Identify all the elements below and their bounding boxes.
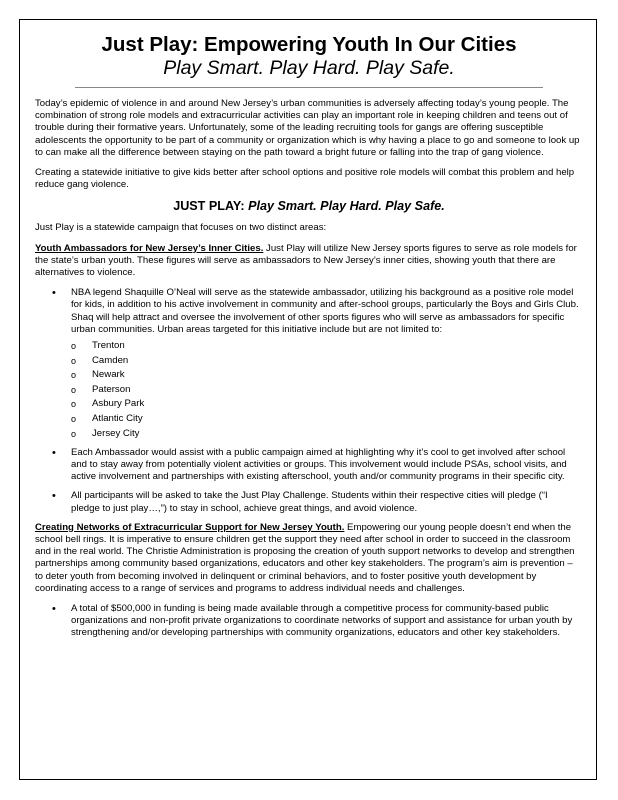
list-item: [71, 603, 583, 640]
city-item: o Jersey City: [92, 428, 579, 440]
campaign-heading-tagline: Play Smart. Play Hard. Play Safe.: [248, 199, 445, 214]
list-item: [71, 447, 583, 484]
city-item: o Atlantic City: [92, 413, 579, 425]
ambassador-bullet-2: Each Ambassador would assist with a public campaign aimed at highlighting why it’s cool to get involved after school and to stay away from potentially violent activities or groups. This involvement would include PSAs, school visits, and active involvement and partnerships with existing afterschool, youth and/or community programs in their specific city.: [71, 446, 567, 483]
ambassadors-section: [35, 243, 583, 280]
city-list: [71, 340, 579, 440]
campaign-heading: [35, 199, 583, 214]
campaign-overview: Just Play is a statewide campaign that focuses on two distinct areas:: [35, 222, 327, 234]
ambassadors-bullet-list: [35, 287, 583, 515]
ambassadors-body: Just Play will utilize New Jersey sports figures to serve as role models for the state’s urban youth. These figures will serve as ambassadors to New Jersey’s inner cities, showing youth that there are alternatives to violence.: [35, 242, 577, 279]
city-item: o Paterson: [92, 384, 579, 396]
networks-body: Empowering our young people doesn’t end when the school bell rings. It is imperative to ensure children get the support they need after school in order to succeed in the classroom and in the real world. The Christie Administration is proposing the creation of youth support networks to develop and strengthen partnerships among community based organizations, educators and other key stakeholders. The program’s aim is prevention – to deter youth from becoming involved in delinquent or criminal behaviors, and to foster positive youth development by coordinating access to a range of services and programs to address individual needs and challenges.: [35, 521, 575, 594]
ambassador-bullet-1: NBA legend Shaquille O’Neal will serve as the statewide ambassador, utilizing his background as a positive role model for kids, in addition to his active involvement in community and after-school groups, particularly the Boys and Girls Club. Shaq will help attract and oversee the involvement of other sports figures who will serve as ambassadors for specific urban communities. Urban areas targeted for this initiative include but are not limited to:: [71, 287, 579, 335]
networks-section: [35, 522, 583, 595]
city-item: o Trenton: [92, 340, 579, 352]
document-subtitle: Play Smart. Play Hard. Play Safe.: [163, 57, 455, 79]
networks-bullet-list: [35, 603, 583, 640]
list-item: [71, 490, 583, 514]
title-divider: [75, 87, 543, 88]
networks-bullet-1: A total of $500,000 in funding is being made available through a competitive process for community-based public organizations and non-profit private organizations to coordinate networks of support and assistance for urban youth by strengthening and/or developing partnerships with community organizations, educators and other key stakeholders.: [71, 603, 573, 639]
city-item: o Asbury Park: [92, 398, 579, 410]
city-item: o Newark: [92, 369, 579, 381]
ambassadors-heading: Youth Ambassadors for New Jersey’s Inner Cities.: [35, 242, 264, 254]
document-title: Just Play: Empowering Youth In Our Cities: [101, 33, 517, 56]
document-page: [35, 33, 583, 647]
ambassador-bullet-3: All participants will be asked to take the Just Play Challenge. Students within their respective cities will pledge (“I pledge to just play…,”) to stay in school, achieve great things, and avoid violence.: [71, 490, 548, 514]
networks-heading: Creating Networks of Extracurricular Support for New Jersey Youth.: [35, 521, 345, 533]
city-item: o Camden: [92, 355, 579, 367]
list-item: [71, 287, 583, 440]
intro-paragraph-1: Today’s epidemic of violence in and around New Jersey’s urban communities is adversely affecting today’s young people. The combination of strong role models and extracurricular activities can play an important role in keeping children and teens out of trouble during their formative years. Unfortunately, some of the leading recruiting tools for gangs are offering susceptible adolescents the opportunity to be part of a community or organization which is why having a place to go and someone to look up to can make all the difference between staying on the path toward a bright future or falling into the trap of gang violence.: [35, 98, 580, 158]
campaign-heading-lead: JUST PLAY:: [173, 199, 245, 214]
intro-paragraph-2: Creating a statewide initiative to give kids better after school options and positive role models will combat this problem and help reduce gang violence.: [35, 167, 575, 191]
